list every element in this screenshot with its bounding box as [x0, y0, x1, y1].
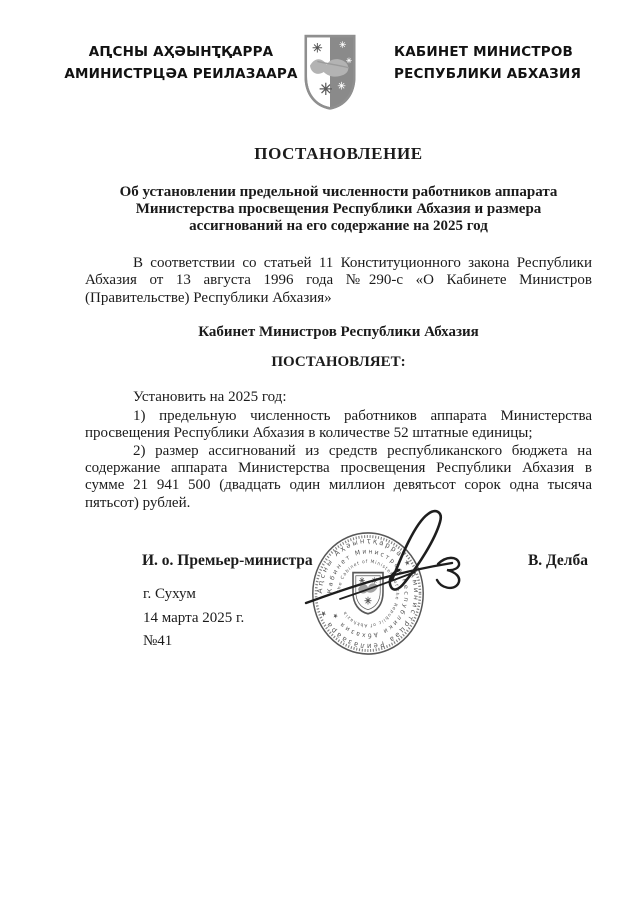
resolves-line: ПОСТАНОВЛЯЕТ: [271, 353, 406, 370]
doc-subject: Об установлении предельной численности работников аппарата Министерства просвещения Республики Абхазия и размера ассигнований на его содержание на 2025 год [119, 184, 558, 234]
body-intro-line: Установить на 2025 год: [133, 388, 287, 405]
org-name-russian [394, 41, 604, 85]
signer-name: В. Делба [527, 552, 588, 569]
org-name-abkhaz-line2: АМИНИСТРЦӘА РЕИЛАЗААРА [64, 66, 298, 82]
signature-scribble [292, 498, 477, 618]
org-name-abkhaz [56, 41, 306, 85]
stamp-outer-ring-text: Аԥсны Аҳәынҭқарра ★ Аминистрцәа Реилазаара ★ [315, 535, 421, 652]
preamble-paragraph: В соответствии со статьей 11 Конституционного закона Республики Абхазия от 13 августа 1996 года №290-с «О Кабинете Министров (Правительстве) Республики Абхазия» [85, 255, 592, 306]
date-line: 14 марта 2025 г. [143, 610, 245, 626]
decree-item-2: 2) размер ассигнований из средств республиканского бюджета на содержание аппарата Министерства просвещения Республики Абхазия в сумме 21 941 500 (двадцать один миллион девятьсот сорок одна тысяча пятьсот) рублей. [85, 442, 592, 511]
org-name-russian-line1: КАБИНЕТ МИНИСТРОВ [394, 44, 574, 60]
place-line: г. Сухум [143, 586, 196, 602]
signer-title: И. о. Премьер-министра [142, 552, 313, 569]
decree-body [85, 144, 592, 512]
doc-kind-title: ПОСТАНОВЛЕНИЕ [254, 144, 423, 163]
number-line: №41 [143, 633, 173, 649]
org-name-russian-line2: РЕСПУБЛИКИ АБХАЗИЯ [394, 66, 582, 82]
decree-item-1: 1) предельную численность работников аппарата Министерства просвещения Республики Абхазия в количестве 52 штатные единицы; [85, 408, 592, 442]
org-name-abkhaz-line1: АԤСНЫ АҲӘЫНҬҚАРРА [88, 44, 274, 60]
stamp-inner-ring-text: The Cabinet of Ministers of the Republic of Abkhazia [337, 559, 399, 628]
stamp-middle-ring-text: Кабинет Министров Республики Абхазия ★ [326, 548, 410, 639]
authority-line: Кабинет Министров Республики Абхазия [198, 323, 479, 340]
coat-of-arms-icon [302, 33, 358, 116]
